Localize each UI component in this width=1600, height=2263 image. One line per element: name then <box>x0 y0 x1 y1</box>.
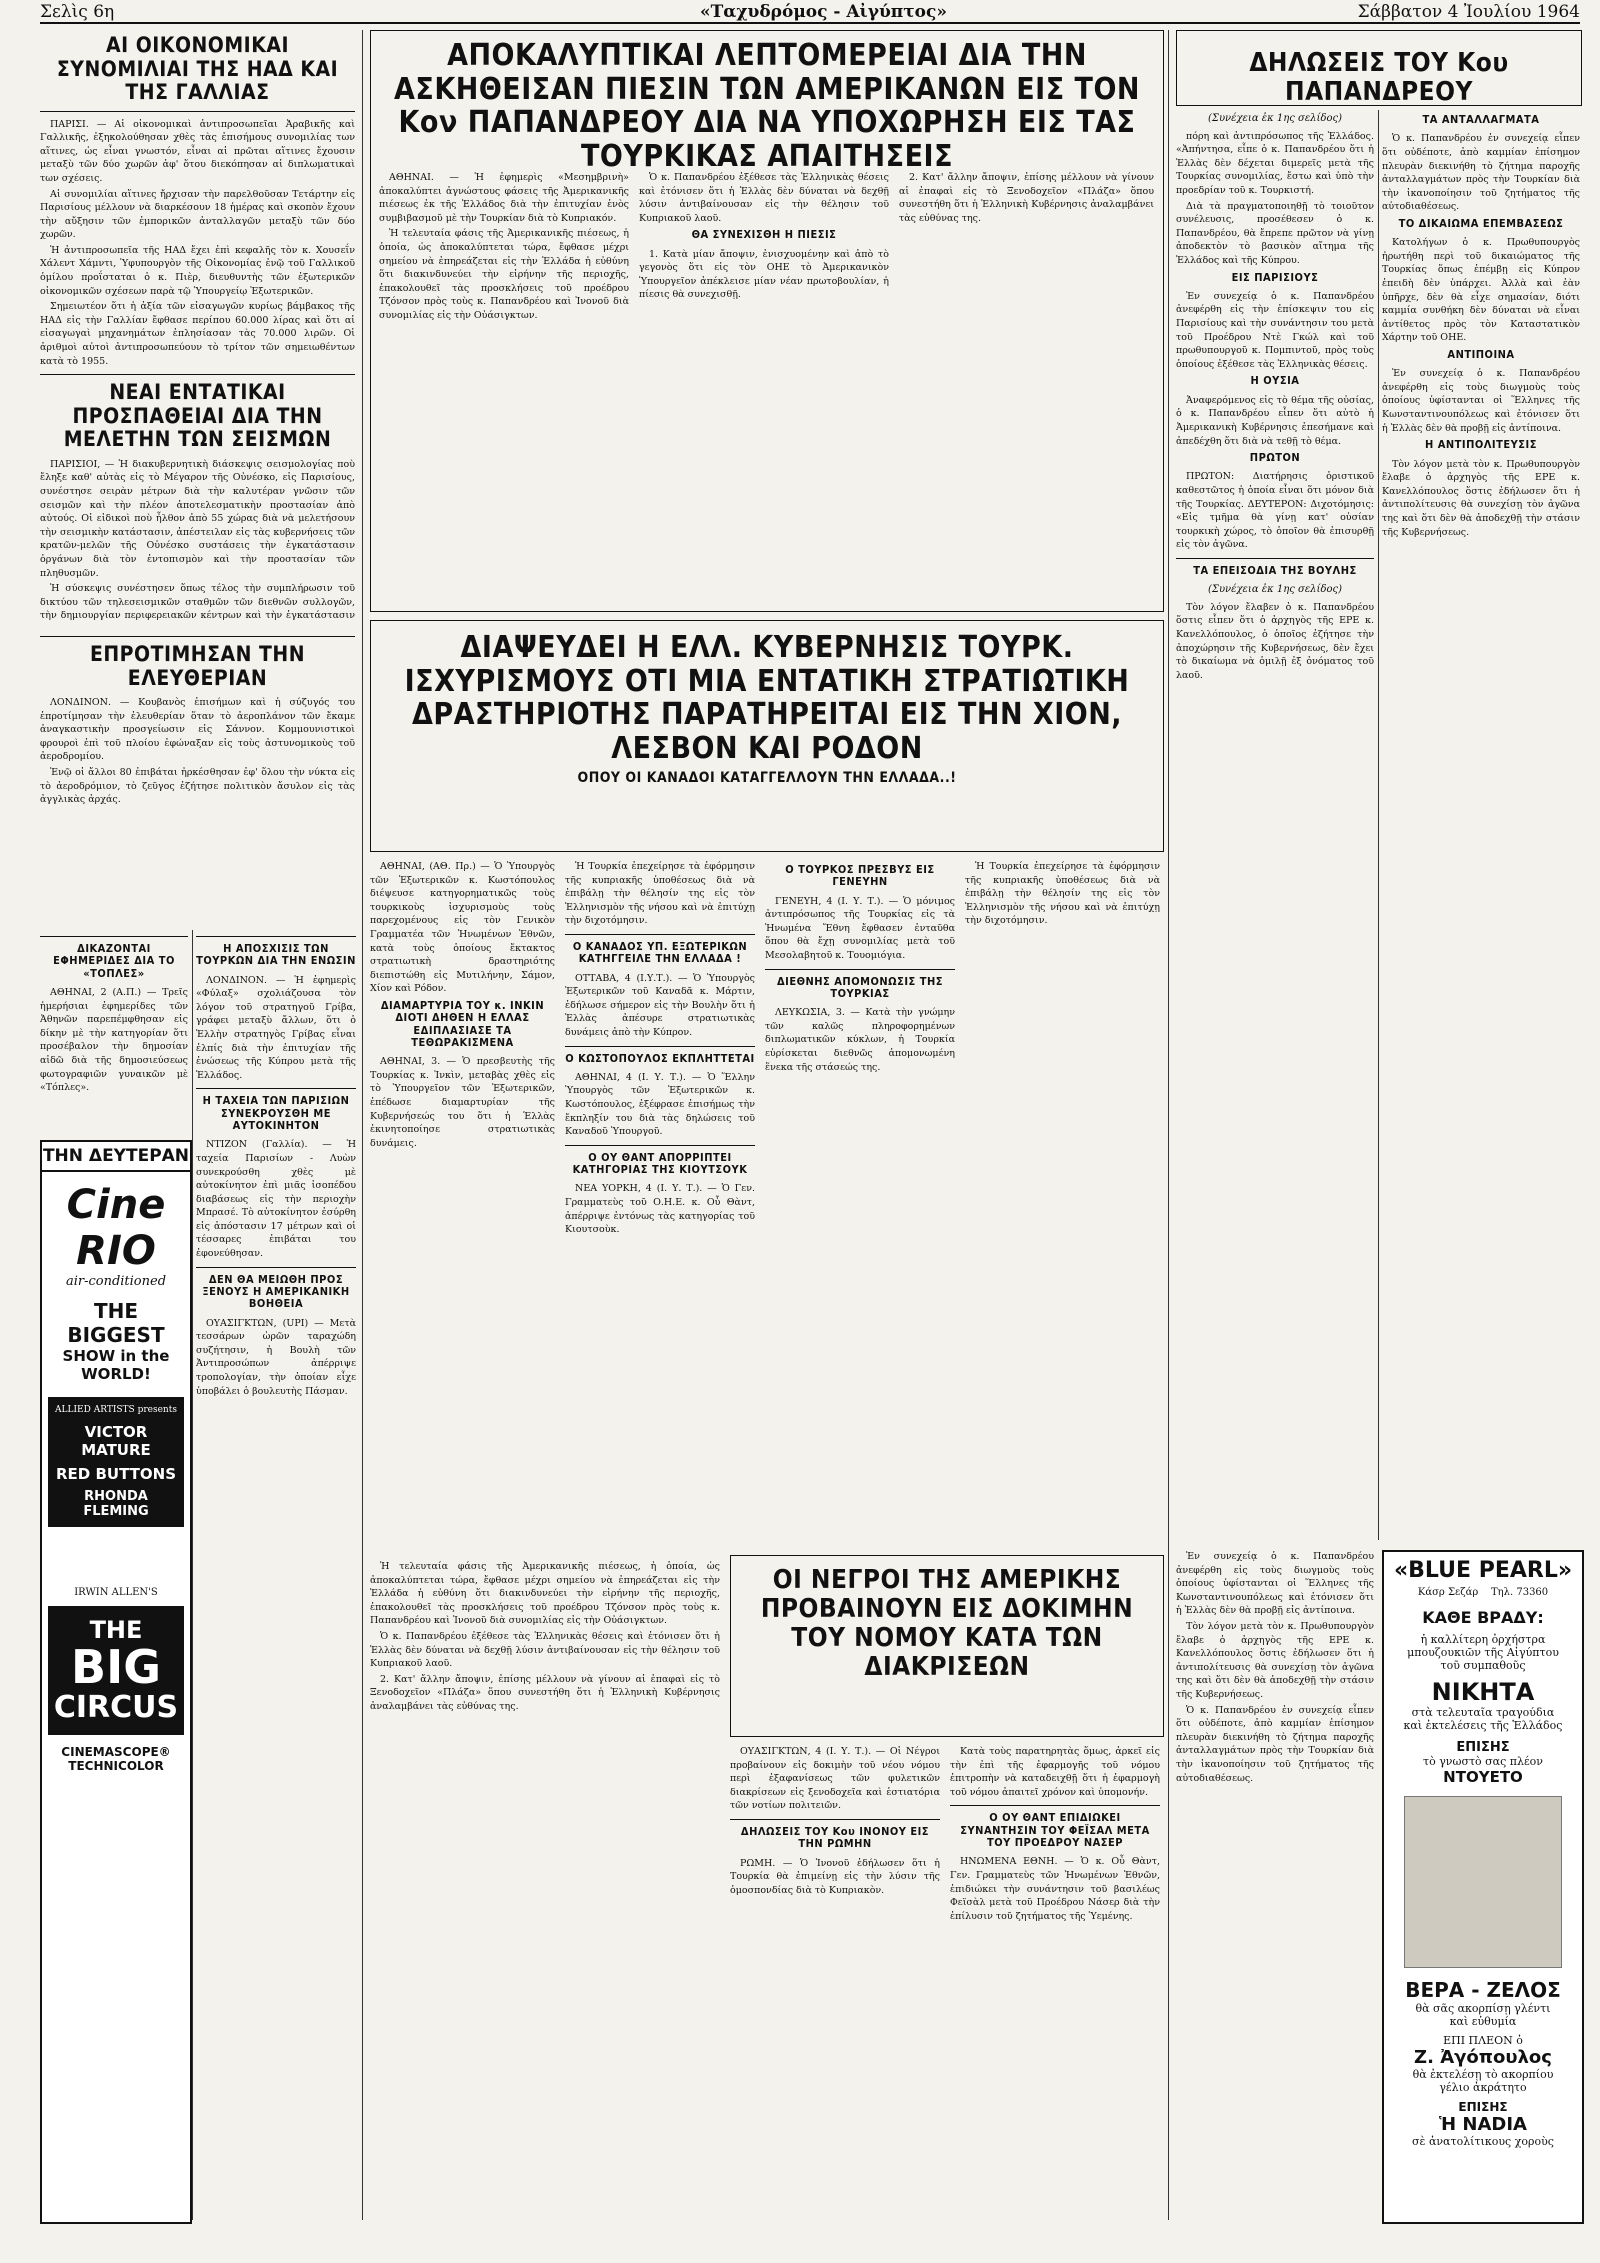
headline-denial: ΔΙΑΨΕΥΔΕΙ Η ΕΛΛ. ΚΥΒΕΡΝΗΣΙΣ ΤΟΥΡΚ. ΙΣΧΥΡΙΣΜΟΥΣ ΟΤΙ ΜΙΑ ΕΝΤΑΤΙΚΗ ΣΤΡΑΤΙΩΤΙΚΗ ΔΡΑΣΤΗΡΙΟΤΗΣ ΠΑΡΑΤΗΡΕΙΤΑΙ ΕΙΣ ΤΗΝ ΧΙΟΝ, ΛΕΣΒΟΝ ΚΑΙ ΡΟΔΟΝ <box>404 630 1130 766</box>
lead-story-box <box>370 30 1164 612</box>
subheadline-denial: ΟΠΟΥ ΟΙ ΚΑΝΑΔΟΙ ΚΑΤΑΓΓΕΛΛΟΥΝ ΤΗΝ ΕΛΛΑΔΑ..! <box>577 770 957 787</box>
dancer-name: Ἡ NADIA <box>1439 2114 1527 2135</box>
cinema-logo: Cine RIO <box>66 1182 166 1274</box>
negroes-col-1 <box>730 1745 940 2220</box>
format-text: CINEMASCOPE® <box>61 1745 171 1759</box>
paragraph: Τὸν λόγον μετὰ τὸν κ. Πρωθυπουργὸν ἔλαβε ὁ ἀρχηγὸς τῆς ΕΡΕ κ. Κανελλόπουλος ὅστις ἐδήλωσεν ὅτι ἡ ἀντιπολίτευσις θὰ συνεχίσῃ τὸν ἀγῶνα της καὶ ὅτι δὲν θὰ ἀποδεχθῇ τὴν στάσιν τῆς Κυβερνήσεως. <box>1176 1620 1374 1700</box>
paragraph: ΛΟΝΔΙΝΟΝ. — Ἡ ἐφημερὶς «Φύλαξ» σχολιάζουσα τὸν λόγον τοῦ στρατηγοῦ Γρίβα, γράφει μεταξὺ ἄλλων, ὅτι ὁ Ἑλλὴν στρατηγὸς Γρίβας εἶναι ἐλπίς διὰ τὴν ἐπιτυχίαν τῆς ἐνώσεως τῆς Κύπρου μετὰ τῆς Ἑλλάδος. <box>196 974 356 1081</box>
divider <box>40 636 355 637</box>
papandreou-col-2 <box>1382 110 1580 1540</box>
ad-text: καὶ ἐκτελέσεις τῆς Ἑλλάδος <box>1403 1719 1563 1732</box>
column-rule <box>362 30 363 2220</box>
ad-tagline-2: SHOW in the WORLD! <box>62 1347 170 1383</box>
paragraph: ΑΘΗΝΑΙ, 4 (Ι. Υ. Τ.). — Ὁ Ἕλλην Ὑπουργὸς τῶν Ἐξωτερικῶν κ. Κωστόπουλος, ἐξέφρασε ἐπισήμως τὴν ἔκπληξίν του διὰ τὰς δηλώσεις τοῦ Καναδοῦ Ὑπουργοῦ. <box>565 1071 755 1138</box>
blue-pearl-ad <box>1382 1550 1584 2224</box>
subhead: ΠΡΩΤΟΝ <box>1249 451 1301 465</box>
paragraph: Διὰ τὰ πραγματοποιηθῇ τὸ τοιοῦτον συνέλευσις, προσέθεσεν ὁ κ. Παπανδρέου, θὰ ἔπρεπε πρῶτον νὰ γίνῃ ἀποδεκτὸν τὸ βασικὸν αἴτημα τῆς Ἑλλάδος καὶ τῆς Κύπρου. <box>1176 200 1374 266</box>
paragraph: ΑΘΗΝΑΙ. — Ἡ ἐφημερὶς «Μεσημβρινὴ» ἀποκαλύπτει ἀγνώστους φάσεις τῆς Ἀμερικανικῆς πιέσεως ἐκ τῆς Ἑλλάδος διὰ τὴν ἐπιτυχίαν ἑνὸς συμβιβασμοῦ μὲ τὴν Τουρκίαν διὰ τὸ Κυπριακόν. <box>379 172 629 224</box>
paragraph: ΝΕΑ ΥΟΡΚΗ, 4 (Ι. Υ. Τ.). — Ὁ Γεν. Γραμματεὺς τοῦ Ο.Η.Ε. κ. Οὖ Θὰντ, ἀπέρριψε ἐντόνως τὰς κατηγορίας τοῦ Κιουτσοὺκ. <box>565 1183 755 1236</box>
subhead: ΕΙΣ ΠΑΡΙΣΙΟΥΣ <box>1231 270 1319 284</box>
paragraph: ΛΕΥΚΩΣΙΑ, 3. — Κατὰ τὴν γνώμην τῶν καλῶς πληροφορημένων διπλωματικῶν κύκλων, ἡ Τουρκία εὑρίσκεται διεθνῶς ἀπομονωμένη ἕνεκα τῆς στάσεώς της. <box>765 1007 955 1073</box>
headline-kostopoulos: Ο ΚΩΣΤΟΠΟΥΛΟΣ ΕΚΠΛΗΤΤΕΤΑΙ <box>565 1051 755 1065</box>
ad-text: μπουζουκιῶν τῆς Αἰγύπτου <box>1407 1646 1559 1659</box>
column-rule <box>1168 30 1169 2220</box>
masthead <box>40 0 1580 24</box>
ad-text: γέλιο ἀκράτητο <box>1439 2081 1527 2094</box>
ad-text: τὸ γνωστὸ σας πλέον <box>1423 1755 1543 1768</box>
headline-uthant: Ο ΟΥ ΘΑΝΤ ΑΠΟΡΡΙΠΤΕΙ ΚΑΤΗΓΟΡΙΑΣ ΤΗΣ ΚΙΟΥΤΣΟΥΚ <box>572 1150 748 1177</box>
headline-lead: ΑΠΟΚΑΛΥΠΤΙΚΑΙ ΛΕΠΤΟΜΕΡΕΙΑΙ ΔΙΑ ΤΗΝ ΑΣΚΗΘΕΙΣΑΝ ΠΙΕΣΙΝ ΤΩΝ ΑΜΕΡΙΚΑΝΩΝ ΕΙΣ ΤΟΝ Κον ΠΑΠΑΝΔΡΕΟΥ ΔΙΑ ΝΑ ΥΠΟΧΩΡΗΣΗ ΕΙΣ ΤΑΣ ΤΟΥΡΚΙΚΑΣ ΑΠΑΙΤΗΣΕΙΣ <box>394 38 1140 174</box>
headline-uthant-feisal: Ο ΟΥ ΘΑΝΤ ΕΠΙΔΙΩΚΕΙ ΣΥΝΑΝΤΗΣΙΝ ΤΟΥ ΦΕΪΣΑΛ ΜΕΤΑ ΤΟΥ ΠΡΟΕΔΡΟΥ ΝΑΣΕΡ <box>960 1811 1150 1849</box>
paragraph: ΠΑΡΙΣΙΟΙ, — Ἡ διακυβερνητικὴ διάσκεψις σεισμολογίας ποὺ ἔληξε καθ' αὐτὰς εἰς τὸ Μέγαρον τῆς Οὐνέσκο, εἰς Παρισίους, συνέστησε σειρὰν μέτρων διὰ τὴν καλυτέραν γνῶσιν τῶν σεισμῶν καὶ τὴν πλέον ἀποτελεσματικὴν προστασίαν ἀπὸ αὐτούς. Οἱ εἰδικοὶ ποὺ ἦλθον ἀπὸ 55 χώρας διὰ νὰ μελετήσουν τὴν σεισμικὴν κατάστασιν, ἀπέστειλαν εἰς τὰς κυβερνήσεις τῶν κρατῶν-μελῶν τῆς Οὐνέσκο συστάσεις τὴν ἐγκατάστασιν ὀργάνων διὰ τὸν ἐντοπισμὸν καὶ τὴν προστασίαν τῶν πληθυσμῶν. <box>40 458 355 579</box>
paragraph: ΑΘΗΝΑΙ, (ΑΘ. Πρ.) — Ὁ Ὑπουργὸς τῶν Ἐξωτερικῶν κ. Κωστόπουλος διέψευσε κατηγορηματικῶς τοὺς τουρκικοὺς ἰσχυρισμοὺς τοὺς παρεχομένους εἰς τὸν Γενικὸν Γραμματέα τῶν Ἡνωμένων Ἐθνῶν, κατὰ τοὺς ὁποίους ἔκτακτος στρατιωτικὴ δραστηριότης διεπιστώθη εἰς Μυτιλήνην, Σάμον, Χίον καὶ Ρόδον. <box>370 861 555 995</box>
paragraph: ΑΘΗΝΑΙ, 2 (Α.Π.) — Τρεῖς ἡμερήσιαι ἐφημερίδες τῶν Ἀθηνῶν παρεπέμφθησαν εἰς δίκην μὲ τὴν κατηγορίαν ὅτι προσέβαλον τὴν δημοσίαν αἰδῶ διὰ τῆς δημοσιεύσεως φωτογραφιῶν γυναικῶν μὲ «Τόπλες». <box>40 986 188 1094</box>
paragraph: 1. Κατὰ μίαν ἄποψιν, ἐνισχυομένην καὶ ἀπὸ τὸ γεγονὸς ὅτι εἰς τὸν ΟΗΕ τὸ Ἀμερικανικὸν Ὑπουργεῖον ἀπέκλεισε μίαν νέαν πρωτοβουλίαν, ἡ πίεσις θὰ συνεχισθῇ. <box>639 248 889 301</box>
paragraph: ΗΝΩΜΕΝΑ ΕΘΝΗ. — Ὁ κ. Οὖ Θὰντ, Γεν. Γραμματεὺς τῶν Ἡνωμένων Ἐθνῶν, ἐπιδιώκει τὴν συνάντησιν τοῦ βασιλέως Φεϊσὰλ μετὰ τοῦ Προέδρου Νάσερ διὰ τὴν ἐπίλυσιν τοῦ ζητήματος τῆς Ὑεμένης. <box>950 1856 1160 1922</box>
producer-text: IRWIN ALLEN'S <box>74 1587 158 1598</box>
paragraph: ΟΤΤΑΒΑ, 4 (Ι.Υ.Τ.). — Ὁ Ὑπουργὸς Ἐξωτερικῶν τοῦ Καναδᾶ κ. Μάρτιν, ἐδήλωσε σήμερον εἰς τὴν Βουλὴν ὅτι ἡ Ἑλλὰς ἀπέσυρε στρατιωτικὰς δυνάμεις ἀπὸ τὴν Κύπρον. <box>565 972 755 1038</box>
presents-text: ALLIED ARTISTS presents <box>55 1405 177 1415</box>
paragraph: Ἐν συνεχείᾳ ὁ κ. Παπανδρέου ἀνεφέρθη εἰς τοὺς διωγμοὺς τοὺς ὁποίους ὑφίστανται οἱ Ἕλληνες τῆς Κωνσταντινουπόλεως καὶ ἐτόνισεν ὅτι ἡ Ἑλλὰς δὲν θὰ προβῇ εἰς ἀντίποινα. <box>1176 1551 1374 1617</box>
paragraph: Ἡ σύσκεψις συνέστησεν ὅπως τέλος τὴν συμπλήρωσιν τοῦ δικτύου τῶν τηλεσεισμικῶν σταθμῶν τῶν διεθνῶν συλλογῶν, τὴν δημιουργίαν περιφερειακῶν κέντρων καὶ τὴν ἐγκατάστασιν <box>40 583 355 620</box>
divider <box>1176 558 1374 559</box>
column-2-lower <box>196 930 356 2220</box>
headline-negroes: ΟΙ ΝΕΓΡΟΙ ΤΗΣ ΑΜΕΡΙΚΗΣ ΠΡΟΒΑΙΝΟΥΝ ΕΙΣ ΔΟΚΙΜΗΝ ΤΟΥ ΝΟΜΟΥ ΚΑΤΑ ΤΩΝ ΔΙΑΚΡΙΣΕΩΝ <box>760 1565 1134 1683</box>
paragraph: Τὸν λόγον μετὰ τὸν κ. Πρωθυπουργὸν ἔλαβε ὁ ἀρχηγὸς τῆς ΕΡΕ κ. Κανελλόπουλος ὅστις ἐδήλωσεν ὅτι ἡ ἀντιπολίτευσις θὰ συνεχίσῃ τὸν ἀγῶνα της καὶ ὅτι δὲν θὰ ἀποδεχθῇ τὴν στάσιν τῆς Κυβερνήσεως. <box>1382 458 1580 538</box>
divider <box>565 1145 755 1146</box>
paragraph: Ἐν συνεχείᾳ ὁ κ. Παπανδρέου ἀνεφέρθη εἰς τὴν ἐπίσκεψιν του εἰς Παρισίους καὶ τὴν συνάντησιν του μετὰ τοῦ Προέδρου Ντὲ Γκώλ καὶ τοῦ πρωθυπουργοῦ κ. Πομπιντοῦ, πρὸς τοὺς ὁποίους ἐξέθεσε τὰς Ἑλληνικὰς θέσεις. <box>1176 290 1374 370</box>
subhead: Η ΟΥΣΙΑ <box>1250 374 1300 388</box>
venue-street: Κάσρ Σεζάρ <box>1417 1587 1479 1598</box>
denial-col-1 <box>370 860 555 1550</box>
ad-text: καὶ εὐθυμία <box>1449 2015 1517 2028</box>
paragraph: Κατὰ τοὺς παρατηρητὰς ὅμως, ἀρκεῖ εἰς τὴν ἐπὶ τῆς ἐφαρμογῆς τοῦ νόμου ἐπιτροπὴν νὰ καταδειχθῇ ὅτι ἡ ἐφαρμογὴ τοῦ νόμου ἀπαιτεῖ χρόνον καὶ ὑπομονήν. <box>950 1746 1160 1798</box>
denial-story-box <box>370 620 1164 852</box>
divider <box>196 936 356 937</box>
column-rule <box>1378 110 1379 1540</box>
paragraph: ΝΤΙΖΟΝ (Γαλλία). — Ἡ ταχεία Παρισίων - Λυὼν συνεκρούσθη χθὲς μὲ αὐτοκίνητον ἐπὶ μιᾶς ἰσοπέδου διαβάσεως εἰς τὴν περιοχὴν Μπρασέ. Τὸ αὐτοκίνητον ἐσύρθη εἰς ἀπόστασιν 17 μέτρων καὶ οἱ τέσσαρες ἐπιβάται του ἐφονεύθησαν. <box>196 1139 356 1260</box>
subhead: ΑΝΤΙΠΟΙΝΑ <box>1447 347 1515 361</box>
ad-text: τοῦ συμπαθοῦς <box>1440 1659 1526 1672</box>
headline-canada: Ο ΚΑΝΑΔΟΣ ΥΠ. ΕΞΩΤΕΡΙΚΩΝ ΚΑΤΗΓΓΕΙΛΕ ΤΗΝ ΕΛΛΑΔΑ ! <box>572 939 748 966</box>
star-name: VICTOR MATURE <box>81 1423 151 1459</box>
headline-newspapers: ΔΙΚΑΖΟΝΤΑΙ ΕΦΗΜΕΡΙΔΕΣ ΔΙΑ ΤΟ «ΤΟΠΛΕΣ» <box>53 942 175 980</box>
headline-papandreou: ΔΗΛΩΣΕΙΣ ΤΟΥ Κου ΠΑΠΑΝΔΡΕΟΥ <box>1249 48 1509 106</box>
headline-rome: ΔΗΛΩΣΕΙΣ ΤΟΥ Κου ΙΝΟΝΟΥ ΕΙΣ ΤΗΝ ΡΩΜΗΝ <box>740 1824 930 1851</box>
subhead: ΔΙΑΜΑΡΤΥΡΙΑ ΤΟΥ κ. ΙΝΚΙΝ ΔΙΟΤΙ ΔΗΘΕΝ Η ΕΛΛΑΣ ΕΔΙΠΛΑΣΙΑΣΕ ΤΑ ΤΕΘΩΡΑΚΙΣΜΕΝΑ <box>380 998 545 1049</box>
subhead: ΤΑ ΑΝΤΑΛΛΑΓΜΑΤΑ <box>1422 113 1540 126</box>
paragraph: 2. Κατ' ἄλλην ἄποψιν, ἐπίσης μέλλουν νὰ γίνουν αἱ ἐπαφαὶ εἰς τὸ Ξενοδοχεῖον «Πλάζα» ὅπου συνεστήθη ὅτι ἡ Ἑλληνικὴ Κυβέρνησις ἀναλαμβάνει τὰς εὐθύνας της. <box>370 1673 720 1712</box>
singer-name: ΝΙΚΗΤΑ <box>1431 1678 1535 1706</box>
paragraph: ΟΥΑΣΙΓΚΤΩΝ, (UPI) — Μετὰ τεσσάρων ὡρῶν ταραχώδη συζήτησιν, ἡ Βουλὴ τῶν Ἀντιπροσώπων ἀπέρριψε τροπολογίαν, τὴν ὁποίαν εἶχε ὑποβάλει ὁ βουλευτὴς Πάσμαν. <box>196 1317 356 1397</box>
paragraph: Ἡ Τουρκία ἐπεχείρησε τὰ ἐφόρμησιν τῆς κυπριακῆς ὑποθέσεως διὰ νὰ ἐπιβάλῃ τὴν θέλησίν της εἰς τὸν Ἑλληνισμὸν τῆς νήσου καὶ νὰ ἐπιτύχῃ τὴν διχοτόμησιν. <box>565 861 755 927</box>
column-1-mid <box>40 630 355 925</box>
ad-text: θὰ σᾶς ακορπίσῃ γλέντι <box>1415 2002 1551 2015</box>
paragraph: Ἡ τελευταία φάσις τῆς Ἀμερικανικῆς πιέσεως, ἡ ὁποία, ὡς ἀποκαλύπτεται τώρα, ἔφθασε μέχρι σημείου νὰ ἐπηρεάζεται εἰς τὴν Ἑλλάδα ἡ εὐθύνη ὅτι διακινδυνεύει τὴν εἰρήνην τῆς περιοχῆς, ἐπακολουθεῖ τὰς προσκλήσεις τοῦ προέδρου Τζόνσον πρὸς τοὺς κ. Παπανδρέου καὶ Ἰνονοῦ διὰ συνομιλίας εἰς τὴν Οὐάσιγκτων. <box>370 1561 720 1627</box>
negroes-col-2 <box>950 1745 1160 2220</box>
negroes-story-box <box>730 1555 1164 1737</box>
headline-quake: ΝΕΑΙ ΕΝΤΑΤΙΚΑΙ ΠΡΟΣΠΑΘΕΙΑΙ ΔΙΑ ΤΗΝ ΜΕΛΕΤΗΝ ΤΩΝ ΣΕΙΣΜΩΝ <box>63 380 332 452</box>
ad-text: σὲ ἀνατολίτικους χοροὺς <box>1412 2135 1554 2148</box>
paragraph: Ὁ κ. Παπανδρέου ἐξέθεσε τὰς Ἑλληνικὰς θέσεις καὶ ἐτόνισεν ὅτι ἡ Ἑλλὰς δὲν δύναται νὰ δεχθῇ λύσιν ἀντιβαίνουσαν εἰς τὴν θέλησιν τοῦ Κυπριακοῦ λαοῦ. <box>370 1630 720 1670</box>
ad-text: ἡ καλλίτερη ὀρχήστρα <box>1420 1633 1546 1646</box>
paragraph: Ἐν συνεχείᾳ ὁ κ. Παπανδρέου ἀνεφέρθη εἰς τοὺς διωγμοὺς τοὺς ὁποίους ὑφίστανται οἱ Ἕλληνες τῆς Κωνσταντινουπόλεως καὶ ἐτόνισεν ὅτι ἡ Ἑλλὰς δὲν θὰ προβῇ εἰς ἀντίποινα. <box>1382 368 1580 434</box>
ad-text: ΕΠΙ ΠΛΕΟΝ ὁ <box>1443 2034 1523 2047</box>
paragraph: Ἡ ἀντιπροσωπεῖα τῆς ΗΑΔ ἔχει ἐπὶ κεφαλῆς τὸν κ. Χουσεΐν Χάλεντ Χάμντι, Ὑφυπουργὸν τῆς Οἰκονομίας ἐνῷ τοῦ Γαλλικοῦ ὁμίλου προΐσταται ὁ κ. Πιὲρ, διευθυντὴς τῶν ἐξωτερικῶν οἰκονομικῶν σχέσεων παρὰ τῷ Ὑπουργείῳ Ἐξωτερικῶν. <box>40 244 355 297</box>
headline-escapes: Η ΑΠΟΣΧΙΣΙΣ ΤΩΝ ΤΟΥΡΚΩΝ ΔΙΑ ΤΗΝ ΕΝΩΣΙΝ <box>196 942 356 968</box>
divider <box>950 1805 1160 1806</box>
continuation-note: (Συνέχεια ἐκ 1ης σελίδος) <box>1207 584 1342 596</box>
lead-col-2 <box>639 171 889 601</box>
paragraph: ΛΟΝΔΙΝΟΝ. — Κουβανὸς ἐπισήμων καὶ ἡ σύζυγός του ἐπροτίμησαν τὴν ἐλευθερίαν ὅταν τὸ ἀεροπλάνον τῶν ἔκαμε ἀναγκαστικὴν προσγείωσιν εἰς Σάννον. Κομμουνιστικοὶ φρουροὶ ἐπὶ τοῦ πλοίου ἐφώναξαν εἰς τοὺς ἀστυνομικοὺς τοῦ ἀεροδρομίου. <box>40 697 355 763</box>
issue-date: Σάββατον 4 Ἰουλίου 1964 <box>1357 2 1580 22</box>
column-rule <box>192 930 193 2220</box>
subhead: ΘΑ ΣΥΝΕΧΙΣΘΗ Η ΠΙΕΣΙΣ <box>691 228 837 242</box>
headline-aid: ΔΕΝ ΘΑ ΜΕΙΩΘΗ ΠΡΟΣ ΞΕΝΟΥΣ Η ΑΜΕΡΙΚΑΝΙΚΗ ΒΟΗΘΕΙΑ <box>202 1272 350 1311</box>
lower-center-col <box>370 1560 720 2220</box>
divider <box>565 934 755 935</box>
divider <box>40 111 355 112</box>
headline-freedom: ΕΠΡΟΤΙΜΗΣΑΝ ΤΗΝ ΕΛΕΥΘΕΡΙΑΝ <box>89 642 306 690</box>
ad-text: ΕΠΙΣΗΣ <box>1458 2100 1508 2114</box>
duo-name: ΒΕΡΑ - ΖΕΛΟΣ <box>1405 1978 1561 2002</box>
performer-name: Ζ. Ἀγόπουλος <box>1414 2047 1552 2068</box>
ad-tagline: THE BIGGEST <box>67 1299 165 1347</box>
page-number: Σελὶς 6η <box>40 2 115 22</box>
divider <box>196 1267 356 1268</box>
paragraph: Ὁ κ. Παπανδρέου ἐν συνεχείᾳ εἶπεν ὅτι οὐδέποτε, ἀπὸ καμμίαν ἐπίσημον πλευρὰν διεκινήθη τὸ ζήτημα παροχῆς ἀνταλλαγμάτων πρὸς τὴν Τουρκίαν διὰ τὴν ἱκανοποίησιν τοῦ ζητήματος τῆς αὐτοδιαθέσεως. <box>1176 1704 1374 1784</box>
venue-phone: Τηλ. 73360 <box>1490 1587 1549 1598</box>
venue-name: «BLUE PEARL» <box>1393 1558 1573 1583</box>
subhead-parliament: ΤΑ ΕΠΕΙΣΟΔΙΑ ΤΗΣ ΒΟΥΛΗΣ <box>1193 563 1357 577</box>
subhead: Ο ΤΟΥΡΚΟΣ ΠΡΕΣΒΥΣ ΕΙΣ ΓΕΝΕΥΗΝ <box>785 863 935 889</box>
divider <box>765 969 955 970</box>
star-name: RED BUTTONS <box>56 1465 176 1483</box>
paragraph: Ἐνῷ οἱ ἄλλοι 80 ἐπιβάται ἠρκέσθησαν ἐφ' ὅλου τὴν νύκτα εἰς τὸ ἀεροδρόμιον, τὸ ζεῦγος ἐζήτησε πολιτικὸν ἄσυλον εἰς τὰς ἀγγλικὰς ἀρχάς. <box>40 767 355 806</box>
paragraph: Ὁ κ. Παπανδρέου ἐν συνεχείᾳ εἶπεν ὅτι οὐδέποτε, ἀπὸ καμμίαν ἐπίσημον πλευρὰν διεκινήθη τὸ ζήτημα παροχῆς ἀνταλλαγμάτων πρὸς τὴν Τουρκίαν διὰ τὴν ἱκανοποίησιν τοῦ ζητήματος τῆς αὐτοδιαθέσεως. <box>1382 133 1580 213</box>
ad-text: ΚΑΘΕ ΒΡΑΔΥ: <box>1422 1608 1544 1627</box>
ad-text: θὰ ἐκτελέσῃ τὸ ακορπίου <box>1412 2068 1554 2081</box>
column-newspapers <box>40 930 188 1135</box>
paragraph: Κατολήγων ὁ κ. Πρωθυπουργὸς ἠρωτήθη περὶ τοῦ δικαιώματος τῆς Τουρκίας ὅπως ἐπέμβῃ εἰς Κύπρον ἐπειδὴ δὲν ὑπάρχει. Ἀλλὰ καὶ ἐὰν ὑπῆρχε, δὲν θὰ εἶχε σημασίαν, διότι καμμία συνθήκη δὲν δύναται νὰ εἶναι ἀντίθετος πρὸς τὸν Καταστατικὸν Χάρτην τοῦ ΟΗΕ. <box>1382 237 1580 344</box>
subhead: ΔΙΕΘΝΗΣ ΑΠΟΜΟΝΩΣΙΣ ΤΗΣ ΤΟΥΡΚΙΑΣ <box>776 974 944 1000</box>
subhead: Η ΑΝΤΙΠΟΛΙΤΕΥΣΙΣ <box>1424 438 1537 452</box>
color-text: TECHNICOLOR <box>68 1759 164 1773</box>
cinema-rio-ad <box>40 1140 192 2224</box>
subhead: ΤΟ ΔΙΚΑΙΩΜΑ ΕΠΕΜΒΑΣΕΩΣ <box>1398 216 1564 230</box>
paragraph: Τὸν λόγον ἔλαβεν ὁ κ. Παπανδρέου ὅστις εἶπεν ὅτι ὁ ἀρχηγὸς τῆς ΕΡΕ κ. Κανελλόπουλος, ὁ ὁποῖος ἐζήτησε τὴν ἀποχώρησιν τῆς Κυβερνήσεως, δὲν ἔχει τὸ δικαίωμα νὰ ὁμιλῇ ἐξ ὀνόματος τοῦ λαοῦ. <box>1176 601 1374 681</box>
divider <box>40 936 188 937</box>
paragraph: Ὁ κ. Παπανδρέου ἐξέθεσε τὰς Ἑλληνικὰς θέσεις καὶ ἐτόνισεν ὅτι ἡ Ἑλλὰς δὲν δύναται νὰ δεχθῇ λύσιν ἀντιβαίνουσαν εἰς τὴν θέλησιν τοῦ Κυπριακοῦ λαοῦ. <box>639 172 889 224</box>
papandreou-headline-box <box>1176 30 1582 106</box>
paragraph: ΑΘΗΝΑΙ, 3. — Ὁ πρεσβευτὴς τῆς Τουρκίας κ. Ἰνκὶν, μεταβὰς χθὲς εἰς τὸ Ὑπουργεῖον τῶν Ἐξωτερικῶν, ἐπέδωσε διαμαρτυρίαν τῆς Κυβερνήσεώς του ὅτι ἡ Ἑλλὰς ἐκινητοποίησε στρατιωτικὰς δυνάμεις. <box>370 1056 555 1149</box>
ad-text: ΕΠΙΣΗΣ <box>1456 1740 1510 1755</box>
divider <box>565 1046 755 1047</box>
lead-col-1 <box>379 171 629 601</box>
papandreou-col-1 <box>1176 110 1374 1540</box>
paragraph: 2. Κατ' ἄλλην ἄποψιν, ἐπίσης μέλλουν νὰ γίνουν αἱ ἐπαφαὶ εἰς τὸ Ξενοδοχεῖον «Πλάζα» ὅπου συνεστήθη ὅτι ἡ Ἑλληνικὴ Κυβέρνησις ἀναλαμβάνει τὰς εὐθύνας της. <box>899 172 1154 224</box>
film-title: BIG <box>71 1640 161 1694</box>
headline-train: Η ΤΑΧΕΙΑ ΤΩΝ ΠΑΡΙΣΙΩΝ ΣΥΝΕΚΡΟΥΣΘΗ ΜΕ ΑΥΤΟΚΙΝΗΤΟΝ <box>202 1094 350 1132</box>
paragraph: Ἀναφερόμενος εἰς τὸ θέμα τῆς οὐσίας, ὁ κ. Παπανδρέου εἶπεν ὅτι αὐτὸ ἡ Ἀμερικανικὴ Κυβέρνησις ἐπεσήμανε καὶ ἀπεδέχθη ὅτι διὰ νὰ τεθῇ τὸ θέμα. <box>1176 394 1374 447</box>
continuation-note: (Συνέχεια ἐκ 1ης σελίδος) <box>1207 113 1342 124</box>
film-title: CIRCUS <box>53 1690 179 1725</box>
lead-col-3 <box>899 171 1154 601</box>
paragraph: ΓΕΝΕΥΗ, 4 (Ι. Υ. Τ.). — Ὁ μόνιμος ἀντιπρόσωπος τῆς Τουρκίας εἰς τὰ Ἡνωμένα Ἔθνη ἔφθασεν ἐνταῦθα ὅπου θὰ ἔχῃ συνομιλίας μετὰ τοῦ Μεσολαβητοῦ κ. Τουομιόγια. <box>765 895 955 961</box>
column-1-top <box>40 30 355 620</box>
denial-col-2 <box>565 860 755 1550</box>
paragraph: Ἡ τελευταία φάσις τῆς Ἀμερικανικῆς πιέσεως, ἡ ὁποία, ὡς ἀποκαλύπτεται τώρα, ἔφθασε μέχρι σημείου νὰ ἐπηρεάζεται εἰς τὴν Ἑλλάδα ἡ εὐθύνη ὅτι διακινδυνεύει τὴν εἰρήνην τῆς περιοχῆς, ἐπακολουθεῖ τὰς προσκλήσεις τοῦ προέδρου Τζόνσον πρὸς τοὺς κ. Παπανδρέου καὶ Ἰνονοῦ διὰ συνομιλίας εἰς τὴν Οὐάσιγκτων. <box>379 228 629 321</box>
paragraph: ΠΑΡΙΣΙ. — Αἱ οἰκονομικαὶ ἀντιπροσωπεῖαι Ἀραβικῆς καὶ Γαλλικῆς, ἐξηκολούθησαν χθὲς τὰς ἐπισήμους συνομιλίας των αἵτινες, ὡς εἶναι γνωστόν, εἶναι αἱ πρῶται αἵτινες ἔχουσιν μεταξὺ τῶν δύο χωρῶν ἀφ' ὅτου διεκόπησαν αἱ διπλωματικαὶ των σχέσεις. <box>40 118 355 184</box>
denial-col-4 <box>965 860 1160 1550</box>
star-name: RHONDA FLEMING <box>83 1489 149 1519</box>
divider <box>730 1819 940 1820</box>
divider <box>196 1088 356 1089</box>
paragraph: ΡΩΜΗ. — Ὁ Ἰνονοῦ ἐδήλωσεν ὅτι ἡ Τουρκία θὰ ἐπιμείνῃ εἰς τὴν λύσιν τῆς ὁμοσπονδίας διὰ τὸ Κυπριακὸν. <box>730 1857 940 1896</box>
divider <box>40 374 355 375</box>
newspaper-name: «Ταχυδρόμος - Αἰγύπτος» <box>700 2 947 22</box>
denial-col-3 <box>765 860 955 1550</box>
paragraph: Σημειωτέον ὅτι ἡ ἀξία τῶν εἰσαγωγῶν κυρίως βάμβακος τῆς ΗΑΔ εἰς τὴν Γαλλίαν ἔφθασε περίπου 60.000 λίρας καὶ ὅτι αἱ εἰσαγωγαὶ μηχανημάτων ἐπλησίασαν τὰς 70.000 λιρῶν. Οἱ ἀριθμοὶ αὐτοὶ ἀντιπροσωπεύουν τὸ τρίτον τῶν σημειωθέντων κατὰ τὸ 1955. <box>40 301 355 367</box>
paragraph: πόρη καὶ ἀντιπρόσωπος τῆς Ἑλλάδος. «Ἀπήντησα, εἶπε ὁ κ. Παπανδρέου ὅτι ἡ Ἑλλὰς δὲν δέχεται διμερεῖς μετὰ τῆς Τουρκίας συνομιλίας, ἔστω καὶ ὑπὸ τὴν προεδρίαν τοῦ κ. Τουρκιστή. <box>1176 130 1374 196</box>
ad-text: ΝΤΟΥΕΤΟ <box>1443 1768 1523 1786</box>
ad-text: στὰ τελευταῖα τραγούδια <box>1411 1706 1555 1719</box>
paragraph: ΠΡΩΤΟΝ: Διατήρησις ὁριστικοῦ καθεστῶτος ἡ ὁποία εἶναι ὅτι μόνον διὰ τῆς Τουρκίας. ΔΕΥΤΕΡΟΝ: Διχοτόμησις: «Εἰς τμῆμα θὰ γίνῃ κατ' οὐσίαν τουρκικὴ χώρος, τὸ ὁποῖον θὰ ἐπισυρθῇ εἰς τὸν ἀγῶνα. <box>1176 471 1374 551</box>
paragraph: Αἱ συνομιλίαι αἵτινες ἤρχισαν τὴν παρελθοῦσαν Τετάρτην εἰς Παρισίους μέλλουν νὰ διαρκέσουν 18 ἡμέρας καὶ σκοπὸν ἔχουν τὴν αὔξησιν τῶν ἐμπορικῶν ἀνταλλαγῶν μεταξὺ τῶν δύο χωρῶν. <box>40 188 355 241</box>
duo-photo <box>1404 1796 1562 1968</box>
headline-economic: ΑΙ ΟΙΚΟΝΟΜΙΚΑΙ ΣΥΝΟΜΙΛΙΑΙ ΤΗΣ ΗΑΔ ΚΑΙ ΤΗΣ ΓΑΛΛΙΑΣ <box>56 33 339 105</box>
air-conditioned-text: air-conditioned <box>65 1274 167 1289</box>
ad-header: ΤΗΝ ΔΕΥΤΕΡΑΝ <box>42 1142 190 1172</box>
papandreou-col-1-lower <box>1176 1550 1374 2220</box>
paragraph: Ἡ Τουρκία ἐπεχείρησε τὰ ἐφόρμησιν τῆς κυπριακῆς ὑποθέσεως διὰ νὰ ἐπιβάλῃ τὴν θέλησίν της εἰς τὸν Ἑλληνισμὸν τῆς νήσου καὶ νὰ ἐπιτύχῃ τὴν διχοτόμησιν. <box>965 861 1160 927</box>
film-title: THE <box>89 1616 143 1644</box>
paragraph: ΟΥΑΣΙΓΚΤΩΝ, 4 (Ι. Υ. Τ.). — Οἱ Νέγροι προβαίνουν εἰς δοκιμὴν τοῦ νέου νόμου περὶ ἐξαφανίσεως τῶν φυλετικῶν διακρίσεων εἰς ξενοδοχεῖα καὶ ἑστιατόρια τῶν νοτίων πολιτειῶν. <box>730 1746 940 1812</box>
